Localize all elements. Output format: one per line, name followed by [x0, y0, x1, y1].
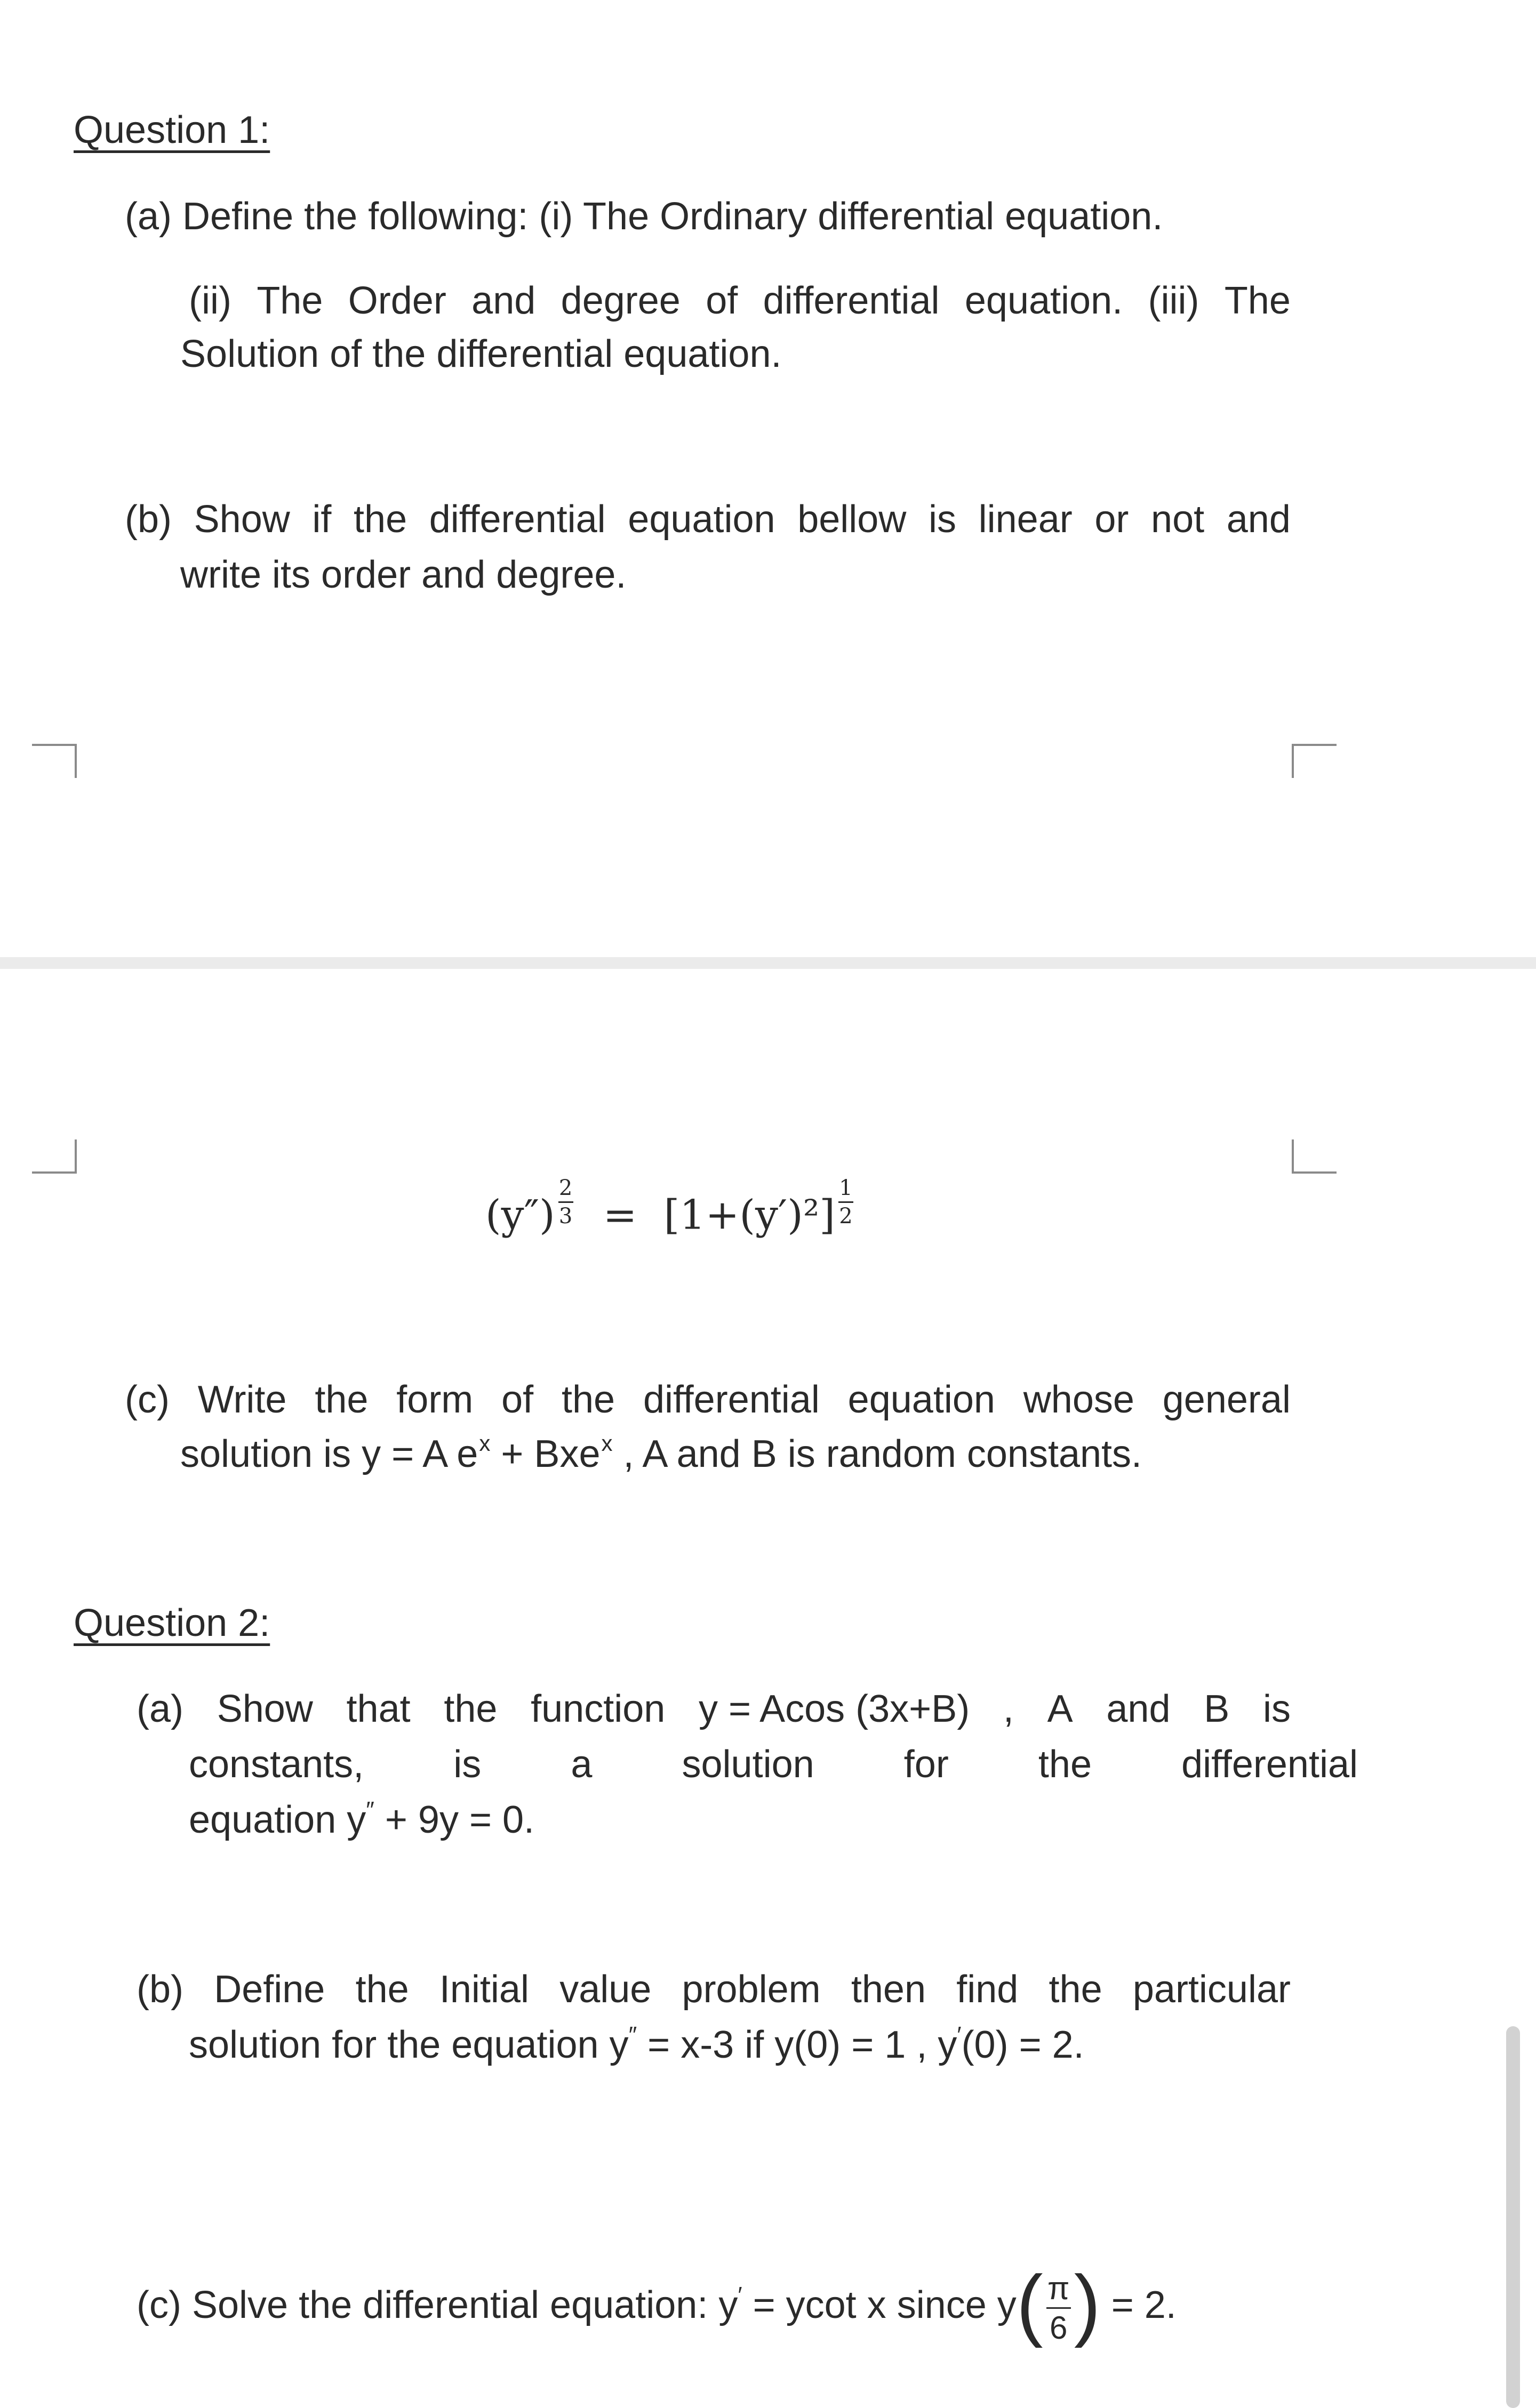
word: and: [471, 279, 536, 322]
word: Initial: [439, 1968, 529, 2011]
q1c-line1: [125, 1380, 1291, 1419]
word: is: [453, 1743, 482, 1786]
word: The: [1224, 279, 1291, 322]
q2a-line1: [137, 1690, 1291, 1728]
q2c-line: (c) Solve the differential equation: y′ = ycot x since y( $\frac{\pi}{6}$ ) = 2.: [137, 2259, 1177, 2348]
word: differential: [763, 279, 940, 322]
word: (c): [125, 1378, 170, 1421]
q1c-line2: [180, 1431, 1142, 1475]
word: find: [956, 1968, 1019, 2011]
scrollbar[interactable]: [1506, 2026, 1520, 2408]
rhs-exp-num: 1: [839, 1176, 853, 1200]
q1b-line1: [125, 500, 1291, 539]
question-2-heading: Question 2:: [74, 1602, 270, 1644]
lhs-exp-den: 3: [558, 1204, 573, 1229]
word: differential: [643, 1378, 820, 1421]
word: B: [1204, 1688, 1230, 1730]
q2b-prime-1: ″: [628, 2022, 637, 2048]
equation-equals: =: [603, 1191, 637, 1239]
word: if: [312, 498, 332, 541]
q2c-text-c: = 2.: [1100, 2284, 1177, 2327]
word: bellow: [797, 498, 907, 541]
q1c-text-a: solution is y = A e: [180, 1433, 478, 1475]
word: or: [1094, 498, 1129, 541]
word: The: [257, 279, 323, 322]
word: is: [1262, 1688, 1291, 1730]
lhs-exp-num: 2: [558, 1176, 573, 1200]
page-corner-mark-top-left: [32, 744, 77, 778]
word: degree: [561, 279, 681, 322]
q2c-fraction: [1046, 2271, 1071, 2345]
equation-lhs-exponent: [558, 1177, 573, 1227]
word: and: [1106, 1688, 1171, 1730]
q1c-sup-2: x: [601, 1431, 613, 1456]
word: (b): [137, 1968, 183, 2011]
word: of: [706, 279, 738, 322]
word: constants,: [189, 1743, 364, 1786]
word: for: [903, 1743, 949, 1786]
rhs-exp-den: 2: [839, 1204, 853, 1229]
page-corner-mark-top-right: [1292, 744, 1337, 778]
word: A: [1047, 1688, 1073, 1730]
word: the: [354, 498, 407, 541]
word: equation: [847, 1378, 995, 1421]
word: Show: [194, 498, 290, 541]
q1a-line3: Solution of the differential equation.: [180, 333, 782, 375]
q1c-text-b: + Bxe: [490, 1433, 601, 1475]
word: value: [559, 1968, 652, 2011]
q2b-text-b: = x-3 if y(0) = 1 , y: [637, 2024, 957, 2066]
word: particular: [1132, 1968, 1291, 2011]
q2c-text-a: (c) Solve the differential equation: y: [137, 2284, 738, 2327]
page-corner-mark-bottom-right: [1292, 1139, 1337, 1174]
word: the: [355, 1968, 409, 2011]
page-1: [0, 0, 1536, 957]
word: Order: [348, 279, 446, 322]
word: whose: [1023, 1378, 1134, 1421]
q2b-text-a: solution for the equation y: [189, 2024, 629, 2066]
word: solution: [682, 1743, 814, 1786]
equation-lhs-base: (y″): [485, 1191, 555, 1239]
q2c-frac-num: π: [1047, 2270, 1070, 2306]
word: linear: [978, 498, 1073, 541]
equation-rhs-exponent: [838, 1177, 853, 1227]
word: of: [501, 1378, 534, 1421]
q1c-text-c: , A and B is random constants.: [612, 1433, 1142, 1475]
q2a-prime: ″: [366, 1797, 374, 1823]
q2b-line1: [137, 1970, 1291, 2009]
q2a-text-a: equation y: [189, 1799, 366, 1841]
q2b-line2: [189, 2022, 1084, 2066]
word: and: [1226, 498, 1291, 541]
word: differential: [429, 498, 606, 541]
page-corner-mark-bottom-left: [32, 1139, 77, 1174]
word: y = Acos (3x+B): [699, 1688, 970, 1730]
word: equation: [628, 498, 775, 541]
q1b-line2: write its order and degree.: [180, 553, 627, 596]
word: differential: [1181, 1743, 1358, 1786]
page-gap: [0, 957, 1536, 969]
q2b-prime-2: ′: [957, 2022, 962, 2048]
word: not: [1151, 498, 1205, 541]
word: is: [928, 498, 956, 541]
q2c-frac-den: 6: [1050, 2309, 1068, 2346]
q2c-prime: ′: [738, 2282, 742, 2309]
word: Show: [217, 1688, 313, 1730]
question-1-heading: Question 1:: [74, 109, 270, 151]
word: (ii): [189, 279, 231, 322]
q2c-text-b: = ycot x since y: [742, 2284, 1017, 2327]
word: the: [444, 1688, 498, 1730]
word: Define: [214, 1968, 325, 2011]
word: the: [562, 1378, 615, 1421]
q2b-text-c: (0) = 2.: [961, 2024, 1084, 2066]
word: function: [531, 1688, 666, 1730]
word: the: [1049, 1968, 1102, 2011]
word: the: [1038, 1743, 1092, 1786]
word: form: [396, 1378, 474, 1421]
word: then: [851, 1968, 926, 2011]
word: the: [315, 1378, 369, 1421]
word: (a): [137, 1688, 183, 1730]
word: ,: [1003, 1688, 1014, 1730]
page-2: [0, 969, 1536, 2408]
q1a-line1: (a) Define the following: (i) The Ordinary differential equation.: [125, 195, 1163, 238]
q1a-line2: [189, 279, 1291, 322]
q2a-line3: [189, 1797, 535, 1841]
word: equation.: [964, 279, 1123, 322]
word: Write: [197, 1378, 287, 1421]
word: (iii): [1148, 279, 1199, 322]
q2a-text-b: + 9y = 0.: [374, 1799, 535, 1841]
q1b-equation: [485, 1176, 857, 1243]
word: that: [346, 1688, 411, 1730]
word: a: [571, 1743, 593, 1786]
word: (b): [125, 498, 172, 541]
q2a-line2: [189, 1745, 1358, 1784]
q1c-sup-1: x: [479, 1431, 491, 1456]
word: general: [1162, 1378, 1291, 1421]
word: problem: [682, 1968, 821, 2011]
equation-rhs-base: [1+(y′)²]: [663, 1191, 835, 1239]
